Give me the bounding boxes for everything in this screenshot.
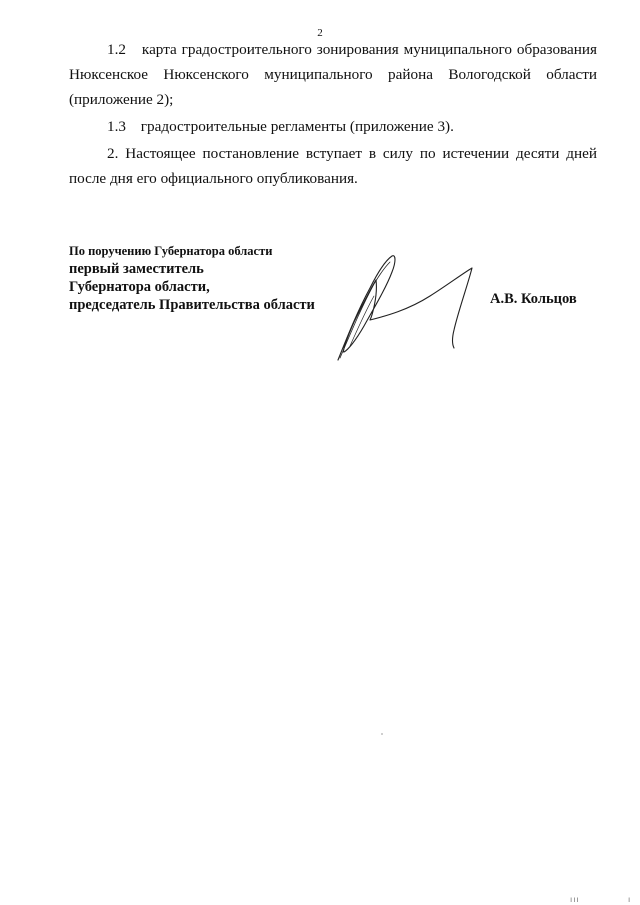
footer-mark-left: ııı — [570, 895, 580, 904]
scan-speck — [381, 733, 383, 735]
paragraph-item-1-3 — [69, 114, 597, 139]
item-number: 1.2 — [107, 41, 126, 58]
paragraph-item-2: 2. Настоящее постановление вступает в силу по истечении десяти дней после дня его официального опубликования. — [69, 145, 597, 187]
signatory-title-line-3: председатель Правительства области — [69, 297, 315, 313]
handwritten-signature — [330, 250, 480, 365]
signatory-title-line-2: Губернатора области, — [69, 279, 210, 295]
item-text: карта градостроительного зонирования муниципального образования Нюксенское Нюксенского муниципального района Вологодской области (приложение 2); — [69, 41, 597, 108]
document-body — [69, 37, 597, 191]
footer-mark-right: ı — [628, 895, 631, 904]
signatory-name: А.В. Кольцов — [490, 291, 577, 307]
page-number: 2 — [317, 27, 323, 39]
paragraph-item-1-2 — [69, 37, 597, 112]
signature-block — [69, 242, 315, 314]
signatory-authority: По поручению Губернатора области — [69, 244, 273, 258]
signatory-title-line-1: первый заместитель — [69, 261, 204, 277]
item-number: 1.3 — [107, 118, 126, 135]
item-text: градостроительные регламенты (приложение 3). — [140, 118, 454, 135]
